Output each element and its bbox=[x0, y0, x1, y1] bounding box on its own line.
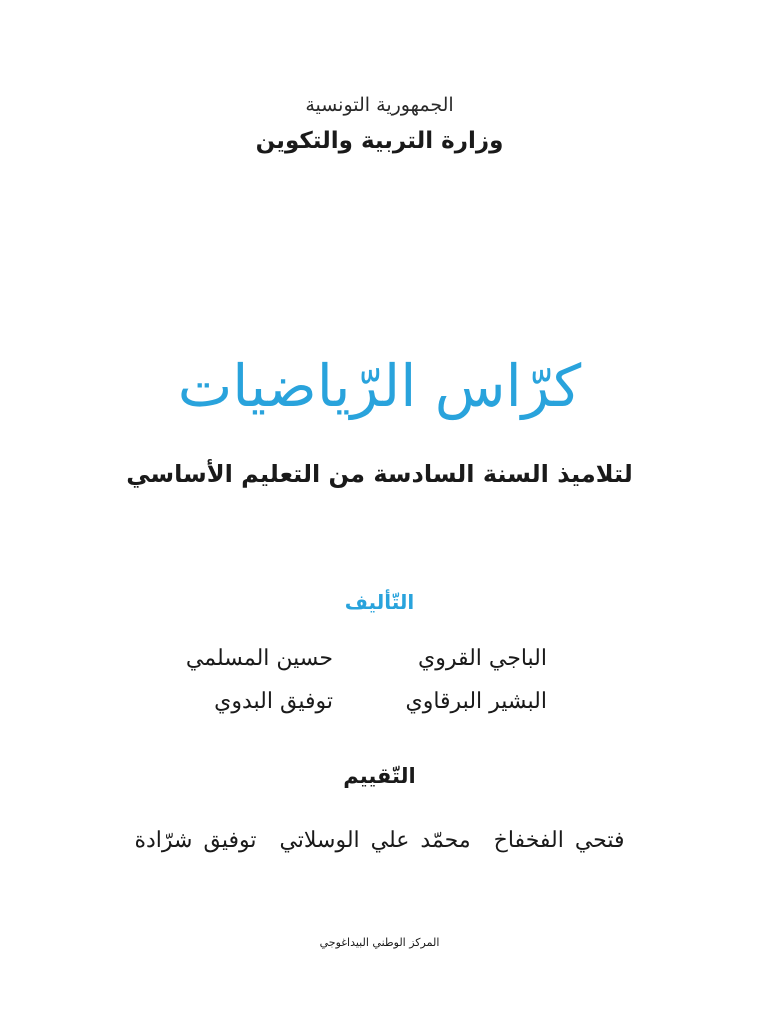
evaluator-name: محمّد علي الوسلاتي bbox=[279, 828, 471, 853]
author-name: توفيق البدوي bbox=[214, 689, 333, 714]
author-name: حسين المسلمي bbox=[185, 646, 333, 671]
author-name: البشير البرقاوي bbox=[405, 689, 547, 714]
evaluator-name: توفيق شرّادة bbox=[134, 828, 257, 853]
authoring-heading: التّأليف bbox=[344, 590, 415, 614]
publisher-name: المركز الوطني البيداغوجي bbox=[319, 936, 440, 949]
republic-name: الجمهورية التونسية bbox=[305, 94, 454, 116]
ministry-name: وزارة التربية والتكوين bbox=[255, 128, 504, 154]
author-name: الباجي القروي bbox=[417, 646, 547, 671]
evaluators-list bbox=[0, 828, 759, 853]
book-subtitle: لتلاميذ السنة السادسة من التعليم الأساسي bbox=[126, 460, 633, 488]
evaluator-name: فتحي الفخفاخ bbox=[493, 828, 625, 853]
evaluation-heading: التّقييم bbox=[343, 764, 416, 788]
book-title: كرّاس الرّياضيات bbox=[177, 352, 582, 420]
